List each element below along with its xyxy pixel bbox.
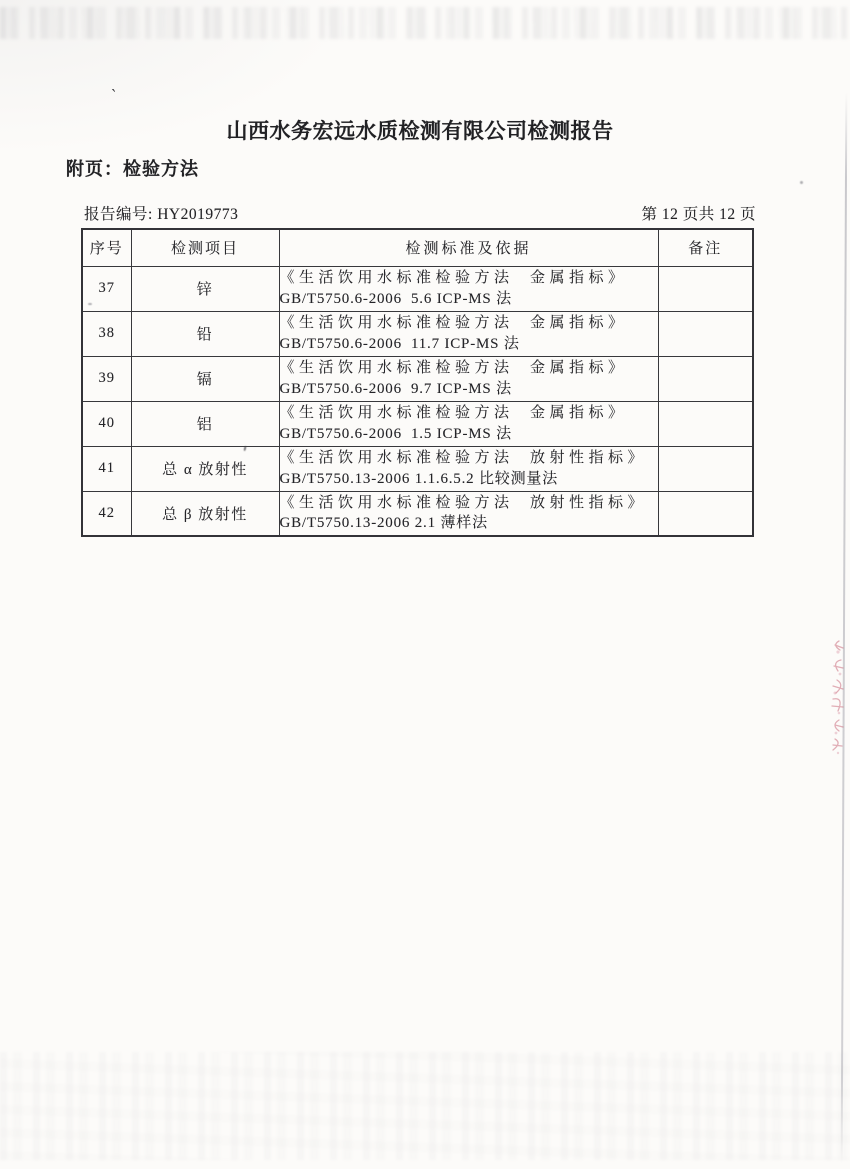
standard-title-line: 《生活饮用水标准检验方法 金属指标》 <box>279 315 628 331</box>
standard-method-line: GB/T5750.13-2006 2.1 薄样法 <box>279 515 488 532</box>
test-item-cell: 镉 <box>131 356 279 401</box>
row-number-cell: 42 <box>82 491 131 536</box>
table-row <box>82 446 753 491</box>
table-row <box>82 311 753 356</box>
test-item-cell: 铝 <box>131 401 279 446</box>
table-row <box>82 266 753 311</box>
scan-edge-line <box>841 92 847 1164</box>
scan-noise-top <box>0 7 850 39</box>
meta-row <box>84 202 756 224</box>
standard-title-line: 《生活饮用水标准检验方法 放射性指标》 <box>279 494 648 511</box>
table-row <box>82 401 753 446</box>
standard-method-line: GB/T5750.6-2006 11.7 ICP-MS 法 <box>279 335 520 352</box>
test-item-cell: 总 β 放射性 <box>131 491 279 536</box>
standard-cell <box>279 311 658 356</box>
remark-cell <box>658 446 753 491</box>
standard-cell <box>279 491 658 536</box>
remark-cell <box>658 401 753 446</box>
scan-noise-bottom <box>0 1052 850 1160</box>
header-cell-standard: 检测标准及依据 <box>279 229 658 266</box>
standard-method-line: GB/T5750.6-2006 9.7 ICP-MS 法 <box>279 380 512 397</box>
standard-cell <box>279 356 658 401</box>
methods-table <box>81 228 754 537</box>
standard-cell <box>279 266 658 311</box>
row-number-cell: 41 <box>82 446 131 491</box>
standard-cell <box>279 446 658 491</box>
report-title: 山西水务宏远水质检测有限公司检测报告 <box>226 120 614 143</box>
scan-speck <box>800 181 803 184</box>
header-cell-no: 序号 <box>82 229 131 266</box>
standard-title-line: 《生活饮用水标准检验方法 金属指标》 <box>279 360 628 376</box>
row-number-cell: 37 <box>82 266 131 311</box>
standard-title-line: 《生活饮用水标准检验方法 放射性指标》 <box>279 450 648 466</box>
table-header-row <box>82 229 753 266</box>
row-number-cell: 38 <box>82 311 131 356</box>
test-item-cell: 铅 <box>131 311 279 356</box>
standard-title-line: 《生活饮用水标准检验方法 金属指标》 <box>279 405 628 421</box>
report-number <box>84 202 238 224</box>
remark-cell <box>658 356 753 401</box>
appendix-heading: 附页：检验方法 <box>66 159 199 179</box>
header-cell-item: 检测项目 <box>131 229 279 266</box>
test-item-cell: 总 α 放射性 <box>131 446 279 491</box>
stray-pen-mark: ` <box>108 85 118 106</box>
row-number-cell: 40 <box>82 401 131 446</box>
remark-cell <box>658 491 753 536</box>
header-cell-remark: 备注 <box>658 229 753 266</box>
test-item-cell: 锌 <box>131 266 279 311</box>
table-row <box>82 356 753 401</box>
standard-cell <box>279 401 658 446</box>
remark-cell <box>658 311 753 356</box>
page-indicator: 第 12 页共 12 页 <box>641 206 756 223</box>
standard-method-line: GB/T5750.6-2006 5.6 ICP-MS 法 <box>279 290 512 307</box>
standard-method-line: GB/T5750.6-2006 1.5 ICP-MS 法 <box>279 425 512 442</box>
remark-cell <box>658 266 753 311</box>
standard-title-line: 《生活饮用水标准检验方法 金属指标》 <box>279 270 628 286</box>
report-number-value: HY2019773 <box>157 206 239 223</box>
standard-method-line: GB/T5750.13-2006 1.1.6.5.2 比较测量法 <box>279 470 559 487</box>
report-number-label: 报告编号: <box>84 206 158 223</box>
row-number-cell: 39 <box>82 356 131 401</box>
table-row <box>82 491 753 536</box>
red-stamp-fragment <box>826 636 848 762</box>
